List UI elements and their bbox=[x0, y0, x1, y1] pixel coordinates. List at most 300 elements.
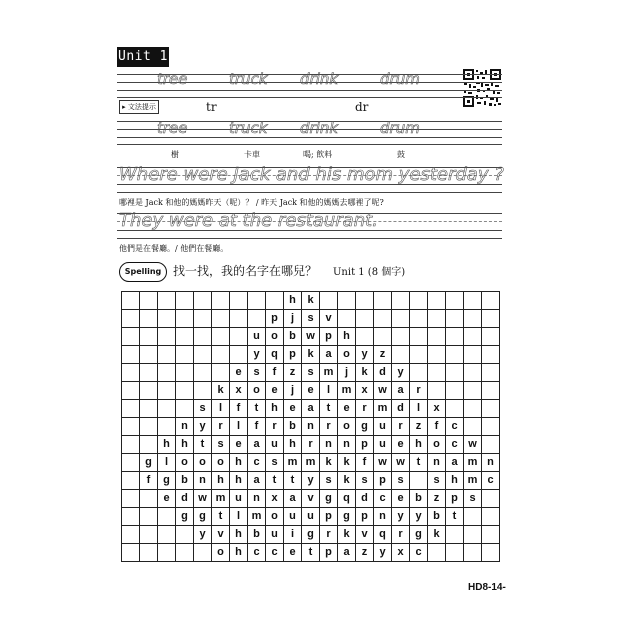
grid-cell[interactable]: m bbox=[284, 454, 302, 472]
grid-cell[interactable] bbox=[122, 400, 140, 418]
grid-cell[interactable] bbox=[428, 544, 446, 562]
grid-cell[interactable]: o bbox=[428, 436, 446, 454]
grid-cell[interactable] bbox=[230, 310, 248, 328]
grid-cell[interactable]: f bbox=[140, 472, 158, 490]
grid-cell[interactable]: m bbox=[464, 472, 482, 490]
grid-cell[interactable]: b bbox=[284, 328, 302, 346]
grid-cell[interactable]: t bbox=[212, 508, 230, 526]
grid-cell[interactable]: e bbox=[230, 364, 248, 382]
grid-cell[interactable]: t bbox=[320, 400, 338, 418]
grid-cell[interactable]: y bbox=[194, 526, 212, 544]
grid-cell[interactable] bbox=[212, 328, 230, 346]
grid-cell[interactable]: y bbox=[392, 508, 410, 526]
grid-cell[interactable] bbox=[140, 328, 158, 346]
grid-cell[interactable]: o bbox=[248, 382, 266, 400]
grid-cell[interactable]: o bbox=[266, 328, 284, 346]
grid-cell[interactable]: z bbox=[356, 544, 374, 562]
grid-cell[interactable] bbox=[176, 346, 194, 364]
grid-cell[interactable] bbox=[140, 310, 158, 328]
grid-cell[interactable] bbox=[428, 292, 446, 310]
grid-cell[interactable]: k bbox=[320, 454, 338, 472]
grid-cell[interactable]: s bbox=[194, 400, 212, 418]
grid-cell[interactable]: n bbox=[302, 418, 320, 436]
grid-cell[interactable] bbox=[122, 418, 140, 436]
grid-cell[interactable]: r bbox=[266, 418, 284, 436]
grid-cell[interactable] bbox=[176, 364, 194, 382]
grid-cell[interactable] bbox=[122, 454, 140, 472]
grid-cell[interactable]: i bbox=[284, 526, 302, 544]
grid-cell[interactable]: s bbox=[266, 454, 284, 472]
grid-cell[interactable]: e bbox=[266, 382, 284, 400]
grid-cell[interactable]: o bbox=[266, 508, 284, 526]
grid-cell[interactable] bbox=[446, 526, 464, 544]
grid-cell[interactable] bbox=[482, 418, 500, 436]
grid-cell[interactable]: k bbox=[356, 364, 374, 382]
grid-cell[interactable] bbox=[446, 346, 464, 364]
grid-cell[interactable]: z bbox=[374, 346, 392, 364]
grid-cell[interactable]: a bbox=[338, 544, 356, 562]
grid-cell[interactable]: n bbox=[482, 454, 500, 472]
grid-cell[interactable] bbox=[158, 400, 176, 418]
grid-cell[interactable]: r bbox=[356, 400, 374, 418]
grid-cell[interactable] bbox=[338, 310, 356, 328]
grid-cell[interactable] bbox=[194, 346, 212, 364]
grid-cell[interactable]: b bbox=[428, 508, 446, 526]
grid-cell[interactable] bbox=[410, 346, 428, 364]
grid-cell[interactable] bbox=[122, 472, 140, 490]
grid-cell[interactable]: e bbox=[392, 490, 410, 508]
grid-cell[interactable] bbox=[158, 328, 176, 346]
grid-cell[interactable]: h bbox=[230, 454, 248, 472]
grid-cell[interactable]: a bbox=[248, 472, 266, 490]
grid-cell[interactable]: m bbox=[464, 454, 482, 472]
grid-cell[interactable] bbox=[482, 490, 500, 508]
grid-cell[interactable]: g bbox=[320, 490, 338, 508]
grid-cell[interactable]: o bbox=[194, 454, 212, 472]
grid-cell[interactable]: t bbox=[284, 472, 302, 490]
grid-cell[interactable] bbox=[446, 400, 464, 418]
grid-cell[interactable] bbox=[266, 292, 284, 310]
grid-cell[interactable]: f bbox=[230, 400, 248, 418]
grid-cell[interactable] bbox=[122, 544, 140, 562]
grid-cell[interactable]: q bbox=[338, 490, 356, 508]
grid-cell[interactable] bbox=[176, 526, 194, 544]
grid-cell[interactable]: a bbox=[446, 454, 464, 472]
grid-cell[interactable] bbox=[248, 310, 266, 328]
grid-cell[interactable]: q bbox=[266, 346, 284, 364]
grid-cell[interactable] bbox=[122, 436, 140, 454]
grid-cell[interactable]: p bbox=[266, 310, 284, 328]
grid-cell[interactable]: r bbox=[320, 526, 338, 544]
grid-cell[interactable]: o bbox=[212, 454, 230, 472]
grid-cell[interactable]: j bbox=[284, 310, 302, 328]
grid-cell[interactable]: s bbox=[464, 490, 482, 508]
grid-cell[interactable] bbox=[464, 328, 482, 346]
grid-cell[interactable]: h bbox=[158, 436, 176, 454]
grid-cell[interactable]: k bbox=[302, 346, 320, 364]
grid-cell[interactable]: c bbox=[482, 472, 500, 490]
grid-cell[interactable] bbox=[194, 382, 212, 400]
grid-cell[interactable] bbox=[374, 328, 392, 346]
grid-cell[interactable]: b bbox=[248, 526, 266, 544]
grid-cell[interactable] bbox=[122, 310, 140, 328]
grid-cell[interactable]: k bbox=[338, 526, 356, 544]
grid-cell[interactable]: s bbox=[428, 472, 446, 490]
grid-cell[interactable]: s bbox=[356, 472, 374, 490]
grid-cell[interactable]: k bbox=[338, 472, 356, 490]
grid-cell[interactable]: l bbox=[212, 400, 230, 418]
grid-cell[interactable]: e bbox=[284, 544, 302, 562]
grid-cell[interactable] bbox=[230, 346, 248, 364]
grid-cell[interactable]: y bbox=[248, 346, 266, 364]
grid-cell[interactable]: q bbox=[374, 526, 392, 544]
grid-cell[interactable] bbox=[410, 310, 428, 328]
grid-cell[interactable]: s bbox=[320, 472, 338, 490]
grid-cell[interactable] bbox=[176, 328, 194, 346]
grid-cell[interactable] bbox=[212, 310, 230, 328]
grid-cell[interactable]: v bbox=[320, 310, 338, 328]
grid-cell[interactable]: t bbox=[410, 454, 428, 472]
grid-cell[interactable] bbox=[158, 310, 176, 328]
grid-cell[interactable] bbox=[158, 346, 176, 364]
grid-cell[interactable]: p bbox=[446, 490, 464, 508]
grid-cell[interactable] bbox=[176, 544, 194, 562]
grid-cell[interactable] bbox=[446, 382, 464, 400]
grid-cell[interactable]: y bbox=[302, 472, 320, 490]
grid-cell[interactable]: b bbox=[284, 418, 302, 436]
grid-cell[interactable]: e bbox=[284, 400, 302, 418]
grid-cell[interactable]: o bbox=[338, 346, 356, 364]
grid-cell[interactable]: c bbox=[374, 490, 392, 508]
grid-cell[interactable] bbox=[356, 292, 374, 310]
grid-cell[interactable]: g bbox=[302, 526, 320, 544]
grid-cell[interactable]: r bbox=[392, 526, 410, 544]
grid-cell[interactable]: t bbox=[266, 472, 284, 490]
grid-cell[interactable]: b bbox=[410, 490, 428, 508]
grid-cell[interactable]: r bbox=[392, 418, 410, 436]
grid-cell[interactable] bbox=[158, 292, 176, 310]
grid-cell[interactable]: k bbox=[302, 292, 320, 310]
grid-cell[interactable] bbox=[194, 310, 212, 328]
grid-cell[interactable] bbox=[140, 346, 158, 364]
grid-cell[interactable] bbox=[428, 382, 446, 400]
grid-cell[interactable]: u bbox=[284, 508, 302, 526]
grid-cell[interactable] bbox=[392, 292, 410, 310]
grid-cell[interactable]: w bbox=[464, 436, 482, 454]
grid-cell[interactable] bbox=[446, 292, 464, 310]
grid-cell[interactable]: x bbox=[356, 382, 374, 400]
grid-cell[interactable] bbox=[356, 328, 374, 346]
grid-cell[interactable]: h bbox=[284, 292, 302, 310]
grid-cell[interactable]: g bbox=[194, 508, 212, 526]
grid-cell[interactable] bbox=[140, 418, 158, 436]
grid-cell[interactable]: f bbox=[266, 364, 284, 382]
grid-cell[interactable]: c bbox=[248, 454, 266, 472]
grid-cell[interactable] bbox=[464, 310, 482, 328]
grid-cell[interactable] bbox=[428, 328, 446, 346]
grid-cell[interactable]: h bbox=[446, 472, 464, 490]
grid-cell[interactable]: z bbox=[410, 418, 428, 436]
grid-cell[interactable]: e bbox=[338, 400, 356, 418]
grid-cell[interactable]: l bbox=[230, 418, 248, 436]
grid-cell[interactable] bbox=[140, 364, 158, 382]
grid-cell[interactable]: c bbox=[248, 544, 266, 562]
grid-cell[interactable]: p bbox=[320, 544, 338, 562]
grid-cell[interactable]: w bbox=[374, 382, 392, 400]
grid-cell[interactable]: d bbox=[392, 400, 410, 418]
grid-cell[interactable]: u bbox=[302, 508, 320, 526]
grid-cell[interactable]: a bbox=[320, 346, 338, 364]
grid-cell[interactable]: g bbox=[158, 472, 176, 490]
grid-cell[interactable] bbox=[482, 310, 500, 328]
grid-cell[interactable]: g bbox=[410, 526, 428, 544]
grid-cell[interactable]: o bbox=[212, 544, 230, 562]
grid-cell[interactable]: y bbox=[374, 544, 392, 562]
grid-cell[interactable]: p bbox=[320, 328, 338, 346]
grid-cell[interactable]: l bbox=[230, 508, 248, 526]
grid-cell[interactable] bbox=[230, 328, 248, 346]
grid-cell[interactable]: u bbox=[266, 526, 284, 544]
grid-cell[interactable] bbox=[482, 328, 500, 346]
grid-cell[interactable] bbox=[140, 382, 158, 400]
grid-cell[interactable]: p bbox=[374, 472, 392, 490]
grid-cell[interactable] bbox=[392, 328, 410, 346]
grid-cell[interactable]: m bbox=[302, 454, 320, 472]
grid-cell[interactable]: s bbox=[302, 310, 320, 328]
grid-cell[interactable]: r bbox=[410, 382, 428, 400]
grid-cell[interactable] bbox=[176, 400, 194, 418]
grid-cell[interactable] bbox=[374, 310, 392, 328]
grid-cell[interactable]: l bbox=[320, 382, 338, 400]
grid-cell[interactable]: h bbox=[284, 436, 302, 454]
grid-cell[interactable] bbox=[410, 472, 428, 490]
grid-cell[interactable]: w bbox=[392, 454, 410, 472]
grid-cell[interactable] bbox=[194, 292, 212, 310]
grid-cell[interactable]: c bbox=[410, 544, 428, 562]
grid-cell[interactable] bbox=[122, 490, 140, 508]
grid-cell[interactable]: f bbox=[428, 418, 446, 436]
grid-cell[interactable]: a bbox=[284, 490, 302, 508]
word-search-grid[interactable] bbox=[121, 291, 500, 562]
grid-cell[interactable] bbox=[446, 328, 464, 346]
grid-cell[interactable] bbox=[212, 292, 230, 310]
grid-cell[interactable] bbox=[446, 544, 464, 562]
grid-cell[interactable] bbox=[122, 292, 140, 310]
grid-cell[interactable]: n bbox=[248, 490, 266, 508]
grid-cell[interactable]: v bbox=[302, 490, 320, 508]
grid-cell[interactable]: w bbox=[374, 454, 392, 472]
grid-cell[interactable]: p bbox=[356, 508, 374, 526]
grid-cell[interactable] bbox=[356, 310, 374, 328]
grid-cell[interactable] bbox=[194, 544, 212, 562]
grid-cell[interactable]: h bbox=[212, 472, 230, 490]
grid-cell[interactable] bbox=[482, 292, 500, 310]
grid-cell[interactable]: m bbox=[374, 400, 392, 418]
grid-cell[interactable] bbox=[176, 292, 194, 310]
grid-cell[interactable] bbox=[158, 418, 176, 436]
grid-cell[interactable] bbox=[176, 310, 194, 328]
grid-cell[interactable]: y bbox=[194, 418, 212, 436]
grid-cell[interactable]: h bbox=[338, 328, 356, 346]
grid-cell[interactable] bbox=[482, 544, 500, 562]
grid-cell[interactable]: h bbox=[266, 400, 284, 418]
grid-cell[interactable]: h bbox=[230, 526, 248, 544]
grid-cell[interactable]: n bbox=[338, 436, 356, 454]
grid-cell[interactable]: y bbox=[392, 364, 410, 382]
grid-cell[interactable]: n bbox=[374, 508, 392, 526]
grid-cell[interactable] bbox=[158, 508, 176, 526]
grid-cell[interactable] bbox=[122, 382, 140, 400]
grid-cell[interactable] bbox=[428, 310, 446, 328]
grid-cell[interactable]: u bbox=[374, 418, 392, 436]
grid-cell[interactable] bbox=[140, 526, 158, 544]
grid-cell[interactable]: o bbox=[176, 454, 194, 472]
grid-cell[interactable] bbox=[176, 382, 194, 400]
grid-cell[interactable]: y bbox=[410, 508, 428, 526]
grid-cell[interactable]: w bbox=[302, 328, 320, 346]
grid-cell[interactable]: g bbox=[176, 508, 194, 526]
grid-cell[interactable] bbox=[158, 382, 176, 400]
grid-cell[interactable]: h bbox=[176, 436, 194, 454]
grid-cell[interactable]: j bbox=[338, 364, 356, 382]
grid-cell[interactable] bbox=[122, 346, 140, 364]
grid-cell[interactable]: t bbox=[248, 400, 266, 418]
grid-cell[interactable]: e bbox=[302, 382, 320, 400]
grid-cell[interactable]: k bbox=[212, 382, 230, 400]
grid-cell[interactable]: e bbox=[230, 436, 248, 454]
grid-cell[interactable] bbox=[392, 310, 410, 328]
grid-cell[interactable]: t bbox=[446, 508, 464, 526]
grid-cell[interactable]: z bbox=[428, 490, 446, 508]
grid-cell[interactable]: n bbox=[428, 454, 446, 472]
grid-cell[interactable] bbox=[428, 364, 446, 382]
grid-cell[interactable]: h bbox=[230, 544, 248, 562]
grid-cell[interactable] bbox=[446, 310, 464, 328]
grid-cell[interactable] bbox=[464, 292, 482, 310]
grid-cell[interactable] bbox=[140, 292, 158, 310]
grid-cell[interactable] bbox=[194, 328, 212, 346]
grid-cell[interactable] bbox=[122, 364, 140, 382]
grid-cell[interactable] bbox=[464, 364, 482, 382]
grid-cell[interactable]: k bbox=[428, 526, 446, 544]
grid-cell[interactable] bbox=[464, 418, 482, 436]
grid-cell[interactable]: k bbox=[338, 454, 356, 472]
grid-cell[interactable] bbox=[212, 346, 230, 364]
grid-cell[interactable]: u bbox=[248, 328, 266, 346]
grid-cell[interactable]: g bbox=[140, 454, 158, 472]
grid-cell[interactable] bbox=[140, 400, 158, 418]
grid-cell[interactable] bbox=[230, 292, 248, 310]
grid-cell[interactable]: u bbox=[230, 490, 248, 508]
grid-cell[interactable]: c bbox=[266, 544, 284, 562]
grid-cell[interactable]: x bbox=[428, 400, 446, 418]
grid-cell[interactable] bbox=[446, 364, 464, 382]
grid-cell[interactable]: e bbox=[158, 490, 176, 508]
grid-cell[interactable]: p bbox=[356, 436, 374, 454]
grid-cell[interactable]: h bbox=[230, 472, 248, 490]
grid-cell[interactable] bbox=[482, 526, 500, 544]
grid-cell[interactable] bbox=[464, 508, 482, 526]
grid-cell[interactable]: t bbox=[302, 544, 320, 562]
grid-cell[interactable]: x bbox=[230, 382, 248, 400]
grid-cell[interactable] bbox=[158, 526, 176, 544]
grid-cell[interactable] bbox=[482, 346, 500, 364]
grid-cell[interactable]: s bbox=[212, 436, 230, 454]
grid-cell[interactable]: t bbox=[194, 436, 212, 454]
grid-cell[interactable] bbox=[194, 364, 212, 382]
grid-cell[interactable] bbox=[158, 544, 176, 562]
grid-cell[interactable] bbox=[410, 292, 428, 310]
grid-cell[interactable]: v bbox=[356, 526, 374, 544]
grid-cell[interactable]: x bbox=[266, 490, 284, 508]
grid-cell[interactable]: a bbox=[248, 436, 266, 454]
grid-cell[interactable]: n bbox=[320, 436, 338, 454]
grid-cell[interactable]: n bbox=[176, 418, 194, 436]
grid-cell[interactable]: v bbox=[212, 526, 230, 544]
grid-cell[interactable]: j bbox=[284, 382, 302, 400]
grid-cell[interactable]: x bbox=[392, 544, 410, 562]
grid-cell[interactable]: d bbox=[176, 490, 194, 508]
grid-cell[interactable] bbox=[122, 526, 140, 544]
grid-cell[interactable]: m bbox=[320, 364, 338, 382]
grid-cell[interactable]: r bbox=[320, 418, 338, 436]
grid-cell[interactable] bbox=[464, 544, 482, 562]
grid-cell[interactable] bbox=[374, 292, 392, 310]
grid-cell[interactable] bbox=[482, 508, 500, 526]
grid-cell[interactable]: b bbox=[176, 472, 194, 490]
grid-cell[interactable] bbox=[482, 436, 500, 454]
grid-cell[interactable] bbox=[464, 526, 482, 544]
grid-cell[interactable] bbox=[410, 328, 428, 346]
grid-cell[interactable] bbox=[212, 364, 230, 382]
grid-cell[interactable]: g bbox=[356, 418, 374, 436]
grid-cell[interactable] bbox=[464, 382, 482, 400]
grid-cell[interactable]: e bbox=[392, 436, 410, 454]
grid-cell[interactable]: l bbox=[410, 400, 428, 418]
grid-cell[interactable]: n bbox=[194, 472, 212, 490]
grid-cell[interactable]: g bbox=[338, 508, 356, 526]
grid-cell[interactable]: m bbox=[248, 508, 266, 526]
grid-cell[interactable]: a bbox=[392, 382, 410, 400]
grid-cell[interactable]: w bbox=[194, 490, 212, 508]
grid-cell[interactable] bbox=[122, 328, 140, 346]
grid-cell[interactable]: l bbox=[158, 454, 176, 472]
grid-cell[interactable] bbox=[140, 508, 158, 526]
grid-cell[interactable]: z bbox=[284, 364, 302, 382]
grid-cell[interactable]: s bbox=[392, 472, 410, 490]
grid-cell[interactable] bbox=[140, 544, 158, 562]
grid-cell[interactable] bbox=[464, 400, 482, 418]
grid-cell[interactable]: p bbox=[320, 508, 338, 526]
grid-cell[interactable]: d bbox=[374, 364, 392, 382]
grid-cell[interactable]: r bbox=[302, 436, 320, 454]
grid-cell[interactable] bbox=[338, 292, 356, 310]
grid-cell[interactable] bbox=[482, 382, 500, 400]
grid-cell[interactable]: c bbox=[446, 418, 464, 436]
grid-cell[interactable]: d bbox=[356, 490, 374, 508]
grid-cell[interactable] bbox=[482, 400, 500, 418]
grid-cell[interactable]: y bbox=[356, 346, 374, 364]
grid-cell[interactable] bbox=[392, 346, 410, 364]
grid-cell[interactable]: u bbox=[266, 436, 284, 454]
grid-cell[interactable]: c bbox=[446, 436, 464, 454]
grid-cell[interactable] bbox=[464, 346, 482, 364]
grid-cell[interactable]: r bbox=[212, 418, 230, 436]
grid-cell[interactable] bbox=[320, 292, 338, 310]
grid-cell[interactable]: s bbox=[302, 364, 320, 382]
grid-cell[interactable] bbox=[140, 490, 158, 508]
grid-cell[interactable]: f bbox=[356, 454, 374, 472]
